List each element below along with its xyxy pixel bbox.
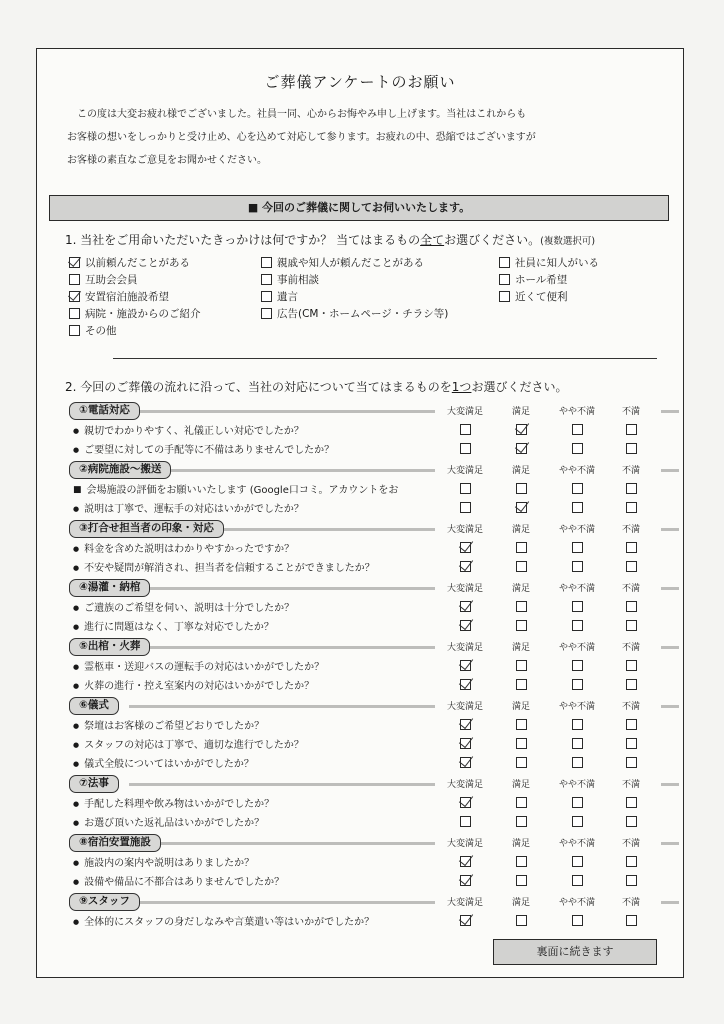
rating-checkbox[interactable] xyxy=(460,542,471,553)
rating-group xyxy=(69,893,679,931)
option-checkbox[interactable] xyxy=(499,274,510,285)
divider xyxy=(113,358,657,359)
rating-question: ● 祭壇はお客様のご希望どおりでしたか？ xyxy=(73,717,264,732)
rating-column-header: 満足 xyxy=(491,699,551,712)
rating-question: ● 設備や備品に不都合はありませんでしたか？ xyxy=(73,873,284,888)
option-checkbox[interactable] xyxy=(499,291,510,302)
option-label: 近くて便利 xyxy=(515,291,568,303)
rating-column-header: 大変満足 xyxy=(435,404,495,417)
question-2-text: 2. 今回のご葬儀の流れに沿って、当社の対応について当てはまるものを xyxy=(65,380,452,394)
rating-column-header: 大変満足 xyxy=(435,895,495,908)
rating-question: ● 不安や疑問が解消され、担当者を信頼することができましたか？ xyxy=(73,559,375,574)
option-item[interactable] xyxy=(499,289,568,304)
rating-column-header: 不満 xyxy=(601,640,661,653)
rating-checkbox[interactable] xyxy=(516,542,527,553)
option-item[interactable] xyxy=(69,289,169,304)
group-tag: ①電話対応 xyxy=(69,402,140,420)
rating-checkbox[interactable] xyxy=(516,601,527,612)
rating-checkbox[interactable] xyxy=(572,424,583,435)
option-label: 病院・施設からのご紹介 xyxy=(85,308,201,320)
rating-checkbox[interactable] xyxy=(572,797,583,808)
rating-checkbox[interactable] xyxy=(460,601,471,612)
option-label: 互助会会員 xyxy=(85,274,138,286)
rating-checkbox[interactable] xyxy=(516,561,527,572)
rating-question: ● ご要望に対しての手配等に不備はありませんでしたか？ xyxy=(73,441,334,456)
question-1 xyxy=(65,231,595,248)
rating-checkbox[interactable] xyxy=(626,443,637,454)
rating-group xyxy=(69,402,679,459)
rating-checkbox[interactable] xyxy=(626,738,637,749)
group-tag: ⑤出棺・火葬 xyxy=(69,638,150,656)
rating-column-header: 満足 xyxy=(491,404,551,417)
rating-checkbox[interactable] xyxy=(460,816,471,827)
rating-group xyxy=(69,638,679,695)
group-tag: ②病院施設～搬送 xyxy=(69,461,171,479)
rating-question: ● スタッフの対応は丁寧で、適切な進行でしたか？ xyxy=(73,736,304,751)
option-item[interactable] xyxy=(261,289,298,304)
intro-line: お客様の素直なご意見をお聞かせください。 xyxy=(67,155,267,166)
rating-column-header: 満足 xyxy=(491,836,551,849)
rating-checkbox[interactable] xyxy=(572,816,583,827)
rating-column-headers xyxy=(69,404,679,418)
rating-checkbox[interactable] xyxy=(460,424,471,435)
option-checkbox[interactable] xyxy=(69,274,80,285)
rating-checkbox[interactable] xyxy=(572,620,583,631)
rating-group xyxy=(69,697,679,773)
rating-checkbox[interactable] xyxy=(572,738,583,749)
rating-question: ■ 会場施設の評価をお願いいたします (Google口コミ。アカウントをお xyxy=(73,481,398,496)
rating-question: ● お選び頂いた返礼品はいかがでしたか？ xyxy=(73,814,264,829)
option-item[interactable] xyxy=(69,323,117,338)
rating-checkbox[interactable] xyxy=(460,856,471,867)
group-tag: ④湯灌・納棺 xyxy=(69,579,150,597)
question-2 xyxy=(65,378,567,395)
rating-checkbox[interactable] xyxy=(626,601,637,612)
rating-checkbox[interactable] xyxy=(460,502,471,513)
rating-column-header: 不満 xyxy=(601,581,661,594)
continue-note: 裏面に続きます xyxy=(493,939,657,965)
rating-checkbox[interactable] xyxy=(516,483,527,494)
rating-checkbox[interactable] xyxy=(460,660,471,671)
rating-question: ● 親切でわかりやすく、礼儀正しい対応でしたか？ xyxy=(73,422,304,437)
rating-checkbox[interactable] xyxy=(516,660,527,671)
rating-column-header: 満足 xyxy=(491,463,551,476)
rating-checkbox[interactable] xyxy=(572,502,583,513)
rating-column-header: 大変満足 xyxy=(435,836,495,849)
rating-column-header: 大変満足 xyxy=(435,463,495,476)
question-2-emphasis: 1つ xyxy=(451,380,472,394)
rating-checkbox[interactable] xyxy=(626,719,637,730)
rating-checkbox[interactable] xyxy=(572,875,583,886)
rating-checkbox[interactable] xyxy=(516,424,527,435)
rating-group xyxy=(69,834,679,891)
rating-checkbox[interactable] xyxy=(572,679,583,690)
group-tag: ⑨スタッフ xyxy=(69,893,140,911)
question-1-emphasis: 全て xyxy=(420,233,445,247)
option-label: 以前頼んだことがある xyxy=(85,257,190,269)
option-label: 社員に知人がいる xyxy=(515,257,599,269)
option-checkbox[interactable] xyxy=(499,257,510,268)
rating-checkbox[interactable] xyxy=(516,816,527,827)
rating-checkbox[interactable] xyxy=(516,502,527,513)
rating-checkbox[interactable] xyxy=(626,757,637,768)
section-header: ■ 今回のご葬儀に関してお伺いいたします。 xyxy=(49,195,669,221)
rating-column-header: 満足 xyxy=(491,895,551,908)
rating-checkbox[interactable] xyxy=(572,719,583,730)
rating-checkbox[interactable] xyxy=(572,443,583,454)
option-item[interactable] xyxy=(261,255,424,270)
rating-column-header: やや不満 xyxy=(547,640,607,653)
rating-checkbox[interactable] xyxy=(516,719,527,730)
rating-checkbox[interactable] xyxy=(516,875,527,886)
rating-column-header: やや不満 xyxy=(547,404,607,417)
rating-checkbox[interactable] xyxy=(516,915,527,926)
group-tag: ③打合せ担当者の印象・対応 xyxy=(69,520,224,538)
rating-column-headers xyxy=(69,699,679,713)
rating-column-header: 不満 xyxy=(601,836,661,849)
rating-checkbox[interactable] xyxy=(626,797,637,808)
rating-checkbox[interactable] xyxy=(460,719,471,730)
question-2-text-end: お選びください。 xyxy=(471,380,568,394)
rating-column-header: やや不満 xyxy=(547,581,607,594)
rating-checkbox[interactable] xyxy=(460,738,471,749)
option-item[interactable] xyxy=(69,272,138,287)
rating-column-header: 満足 xyxy=(491,640,551,653)
rating-checkbox[interactable] xyxy=(626,483,637,494)
option-checkbox[interactable] xyxy=(261,291,272,302)
rating-question: ● 料金を含めた説明はわかりやすかったですか？ xyxy=(73,540,294,555)
rating-question: ● 手配した料理や飲み物はいかがでしたか？ xyxy=(73,795,274,810)
intro-line: この度は大変お疲れ様でございました。社員一同、心からお悔やみ申し上げます。当社はこれからも xyxy=(77,109,527,120)
intro-text xyxy=(67,103,667,172)
rating-column-header: 不満 xyxy=(601,777,661,790)
rating-column-header: 大変満足 xyxy=(435,581,495,594)
rating-checkbox[interactable] xyxy=(626,679,637,690)
survey-sheet xyxy=(36,48,684,978)
option-item[interactable] xyxy=(261,272,319,287)
rating-checkbox[interactable] xyxy=(516,620,527,631)
rating-checkbox[interactable] xyxy=(572,856,583,867)
rating-checkbox[interactable] xyxy=(626,915,637,926)
rating-checkbox[interactable] xyxy=(516,738,527,749)
rating-checkbox[interactable] xyxy=(460,483,471,494)
rating-column-header: 不満 xyxy=(601,522,661,535)
rating-checkbox[interactable] xyxy=(572,601,583,612)
rating-column-header: 満足 xyxy=(491,522,551,535)
rating-checkbox[interactable] xyxy=(626,561,637,572)
rating-column-header: 大変満足 xyxy=(435,640,495,653)
rating-column-header: やや不満 xyxy=(547,895,607,908)
rating-column-header: 不満 xyxy=(601,895,661,908)
rating-column-header: 大変満足 xyxy=(435,699,495,712)
rating-checkbox[interactable] xyxy=(460,620,471,631)
rating-question: ● ご遺族のご希望を伺い、説明は十分でしたか？ xyxy=(73,599,294,614)
rating-column-header: 大変満足 xyxy=(435,777,495,790)
rating-column-header: やや不満 xyxy=(547,463,607,476)
rating-checkbox[interactable] xyxy=(626,856,637,867)
option-item[interactable] xyxy=(69,306,201,321)
rating-column-header: 不満 xyxy=(601,463,661,476)
rating-column-headers xyxy=(69,640,679,654)
rating-checkbox[interactable] xyxy=(460,797,471,808)
rating-checkbox[interactable] xyxy=(572,757,583,768)
option-item[interactable] xyxy=(499,272,567,287)
option-label: ホール希望 xyxy=(515,274,568,286)
option-checkbox[interactable] xyxy=(69,291,80,302)
question-1-text-end: お選びください。 xyxy=(444,233,541,247)
option-label: その他 xyxy=(85,325,117,337)
rating-checkbox[interactable] xyxy=(572,915,583,926)
rating-question: ● 全体的にスタッフの身だしなみや言葉遣い等はいかがでしたか？ xyxy=(73,913,374,928)
rating-group xyxy=(69,579,679,636)
option-checkbox[interactable] xyxy=(261,274,272,285)
option-label: 安置宿泊施設希望 xyxy=(85,291,169,303)
rating-question: ● 霊柩車・送迎バスの運転手の対応はいかがでしたか？ xyxy=(73,658,324,673)
rating-column-header: やや不満 xyxy=(547,836,607,849)
option-checkbox[interactable] xyxy=(261,257,272,268)
rating-question: ● 火葬の進行・控え室案内の対応はいかがでしたか？ xyxy=(73,677,314,692)
rating-checkbox[interactable] xyxy=(460,875,471,886)
rating-checkbox[interactable] xyxy=(516,443,527,454)
rating-checkbox[interactable] xyxy=(516,679,527,690)
rating-checkbox[interactable] xyxy=(516,856,527,867)
rating-checkbox[interactable] xyxy=(626,620,637,631)
option-label: 遺言 xyxy=(277,291,298,303)
rating-checkbox[interactable] xyxy=(460,915,471,926)
rating-column-header: やや不満 xyxy=(547,699,607,712)
rating-checkbox[interactable] xyxy=(516,797,527,808)
rating-column-header: 不満 xyxy=(601,699,661,712)
option-checkbox[interactable] xyxy=(261,308,272,319)
rating-column-header: 不満 xyxy=(601,404,661,417)
rating-column-headers xyxy=(69,777,679,791)
option-checkbox[interactable] xyxy=(69,325,80,336)
rating-checkbox[interactable] xyxy=(626,502,637,513)
rating-question: ● 説明は丁寧で、運転手の対応はいかがでしたか？ xyxy=(73,500,304,515)
rating-checkbox[interactable] xyxy=(572,561,583,572)
rating-column-header: 満足 xyxy=(491,777,551,790)
rating-column-header: 満足 xyxy=(491,581,551,594)
group-tag: ⑧宿泊安置施設 xyxy=(69,834,161,852)
rating-column-header: 大変満足 xyxy=(435,522,495,535)
option-item[interactable] xyxy=(499,255,599,270)
option-label: 広告(CM・ホームページ・チラシ等) xyxy=(277,308,449,320)
rating-column-headers xyxy=(69,581,679,595)
rating-checkbox[interactable] xyxy=(626,542,637,553)
intro-line: お客様の想いをしっかりと受け止め、心を込めて対応して参ります。お疲れの中、恐縮ではございますが xyxy=(67,132,536,143)
group-tag: ⑥儀式 xyxy=(69,697,119,715)
rating-question: ● 施設内の案内や説明はありましたか？ xyxy=(73,854,254,869)
option-label: 事前相談 xyxy=(277,274,319,286)
rating-checkbox[interactable] xyxy=(572,483,583,494)
rating-group xyxy=(69,520,679,577)
rating-question: ● 進行に問題はなく、丁寧な対応でしたか？ xyxy=(73,618,274,633)
rating-group xyxy=(69,775,679,832)
rating-group xyxy=(69,461,679,518)
rating-checkbox[interactable] xyxy=(626,660,637,671)
page-title: ご葬儀アンケートのお願い xyxy=(264,73,456,91)
rating-checkbox[interactable] xyxy=(572,660,583,671)
rating-checkbox[interactable] xyxy=(460,561,471,572)
rating-question: ● 儀式全般についてはいかがでしたか？ xyxy=(73,755,254,770)
rating-checkbox[interactable] xyxy=(626,875,637,886)
rating-checkbox[interactable] xyxy=(460,443,471,454)
group-tag: ⑦法事 xyxy=(69,775,119,793)
option-checkbox[interactable] xyxy=(69,257,80,268)
option-checkbox[interactable] xyxy=(69,308,80,319)
rating-checkbox[interactable] xyxy=(460,679,471,690)
option-item[interactable] xyxy=(261,306,448,321)
rating-column-header: やや不満 xyxy=(547,777,607,790)
question-1-text: 1. 当社をご用命いただいたきっかけは何ですか？ 当てはまるもの xyxy=(65,233,421,247)
question-1-note: (複数選択可) xyxy=(540,236,596,247)
option-item[interactable] xyxy=(69,255,190,270)
rating-checkbox[interactable] xyxy=(460,757,471,768)
rating-checkbox[interactable] xyxy=(572,542,583,553)
option-label: 親戚や知人が頼んだことがある xyxy=(277,257,424,269)
rating-checkbox[interactable] xyxy=(516,757,527,768)
rating-checkbox[interactable] xyxy=(626,816,637,827)
rating-column-headers xyxy=(69,895,679,909)
rating-checkbox[interactable] xyxy=(626,424,637,435)
rating-column-header: やや不満 xyxy=(547,522,607,535)
